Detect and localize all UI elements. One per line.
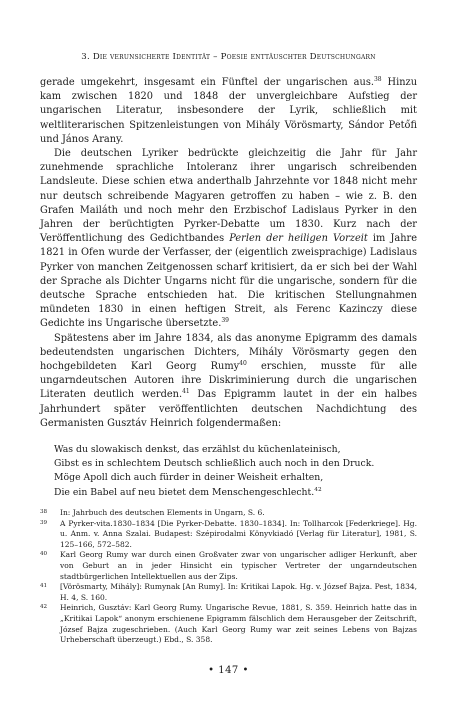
footnote-text: A Pyrker-vita.1830–1834 [Die Pyrker-Debatte. 1830–1834]. In: Tollharcok [Federkriege]. Hg. u. Anm. v. Anna Szalai. Budapest: Szépirodalmi Könyvkiadó [Verlag für Literatur], 1981, S. 125–166, 572–582.: [60, 518, 417, 549]
running-header: 3. Die verunsicherte Identität – Poesie enttäuschter Deutschungarn: [81, 52, 376, 62]
footnotes: [40, 508, 417, 646]
footnote-number: 40: [40, 551, 48, 558]
text-run: gerade umgekehrt, insgesamt ein Fünftel der ungarischen aus.: [40, 77, 374, 88]
quote-line: Gibst es in schlechtem Deutsch schließlich auch noch in den Druck.: [54, 458, 375, 470]
footnote-39: [40, 519, 417, 551]
quote-line: Was du slowakisch denkst, das erzählst du küchenlateinisch,: [54, 444, 341, 456]
text-run: Hinzu kam zwischen 1820 und 1848 der unvergleichbare Aufstieg der ungarischen Literatur, insbesondere der Lyrik, schließlich mit weltliterarischen Spitzenleistungen von Mihály Vörösmarty, Sándor Petőfi und János Arany.: [40, 77, 418, 145]
text-run: Spätestens aber im Jahre 1834, als das anonyme Epigramm des damals bedeutendsten ungarischen Dichters, Mihály Vörösmarty gegen den hochgebildeten Karl Georg Rumy: [40, 332, 417, 373]
page-number: • 147 •: [208, 665, 249, 676]
footnote-ref-42[interactable]: 42: [314, 486, 322, 493]
footnote-number: 39: [40, 519, 48, 526]
footnote-text: Heinrich, Gusztáv: Karl Georg Rumy. Ungarische Revue, 1881, S. 359. Heinrich hatte das in „Kritikai Lapok“ anonym erschienene Epigramm fälschlich dem Herausgeber der Zeitschrift, József Bajza zugeschrieben. (Auch Karl Georg Rumy war zeit seines Lebens von Bajzas Urheberschaft überzeugt.) Ebd., S. 358.: [60, 603, 417, 645]
footnote-ref-39[interactable]: 39: [221, 317, 229, 325]
footnote-ref-41[interactable]: 41: [182, 388, 190, 396]
footnote-text: [Vörösmarty, Mihály]: Rumynak [An Rumy]. In: Kritikai Lapok. Hg. v. József Bajza. Pest, 1834, H. 4, S. 160.: [60, 582, 417, 602]
footnote-number: 38: [40, 509, 48, 515]
footnote-ref-40[interactable]: 40: [239, 360, 247, 368]
book-title: Perlen der heiligen Vorzeit: [229, 233, 368, 245]
paragraph-3: [40, 332, 417, 431]
footnote-number: 41: [40, 583, 48, 590]
footnote-text: In: Jahrbuch des deutschen Elements in Ungarn, S. 6.: [60, 508, 265, 517]
footnote-text: Karl Georg Rumy war durch einen Großvater zwar von ungarischer adliger Herkunft, aber von Geburt an in jeder Hinsicht ein typischer Vertreter der ungarndeutschen stadtbürgerlichen Intellektuellen aus der Zips.: [60, 550, 417, 581]
footnote-ref-38[interactable]: 38: [373, 76, 382, 83]
footnote-42: [40, 603, 417, 645]
text-run: im Jahre 1821 in Ofen wurde der Verfasser, der (eigentlich zweisprachige) Ladislaus Pyrker von manchen Zeitgenossen scharf kritisiert, da er sich bei der Wahl der Sprache als Dichter Ungarns nicht für die ungarische, sondern für die deutsche Sprache entschieden hat. Die kritischen Stellungnahmen mündeten 1830 in einen heftigen Streit, als Ferenc Kazinczy diese Gedichte ins Ungarische übersetzte.: [40, 233, 417, 330]
epigram-quote: [40, 443, 417, 500]
paragraph-1: [40, 76, 417, 147]
main-text: [40, 76, 417, 500]
text-run: Die deutschen Lyriker bedrückte gleichzeitig die Jahr für Jahr zunehmende sprachliche Intoleranz ihrer ungarisch schreibenden Landsleute. Diese schien etwa anderthalb Jahrzehnte vor 1848 nicht mehr nur deutsch schreibende Magyaren getroffen zu haben – wie z. B. den Grafen Mailáth und noch mehr den Erzbischof Ladislaus Pyrker in den Jahren der berüchtigten Pyrker-Debatte um 1830. Kurz nach der Veröffentlichung des Gedichtbandes: [40, 148, 417, 245]
text-run: erschien, musste für alle ungarndeutschen Autoren ihre Diskriminierung durch die ungarischen Literaten deutlich werden.: [40, 361, 418, 401]
footnote-40: [40, 550, 417, 582]
quote-line-last: [54, 486, 417, 500]
text-run: Das Epigramm lautet in der ein halbes Jahrhundert später veröffentlichten deutschen Nachdichtung des Germanisten Gusztáv Heinrich folgendermaßen:: [40, 389, 417, 429]
quote-line-text: Die ein Babel auf neu bietet dem Menschengeschlecht.: [54, 486, 315, 498]
footnote-38: [40, 508, 417, 519]
paragraph-2: [40, 147, 417, 332]
footnote-number: 42: [40, 604, 48, 611]
quote-line: Möge Apoll dich auch fürder in deiner Weisheit erhalten,: [54, 472, 324, 484]
footnote-41: [40, 582, 417, 603]
